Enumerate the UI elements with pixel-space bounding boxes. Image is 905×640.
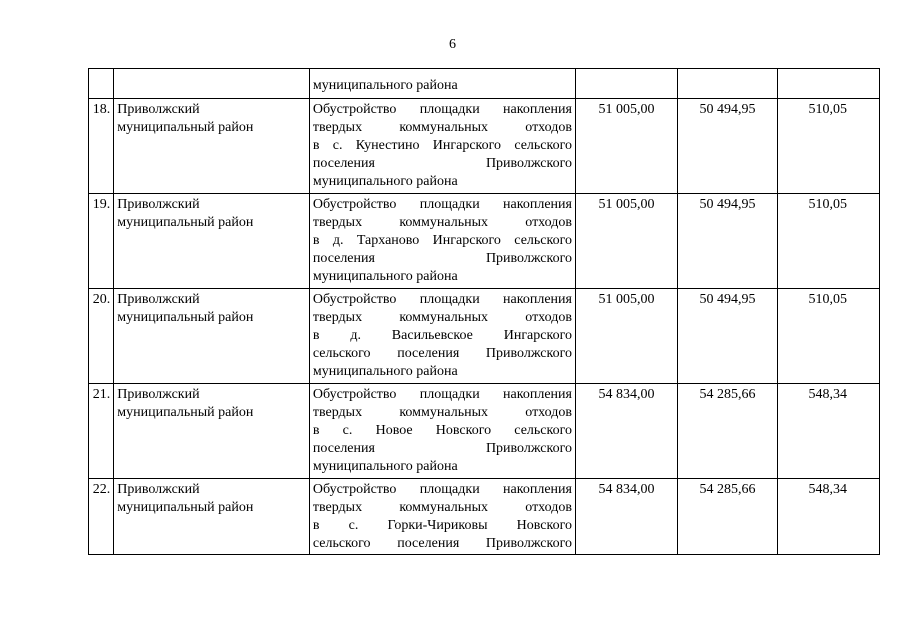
local-amount: 510,05	[777, 99, 879, 194]
local-amount: 548,34	[777, 384, 879, 479]
local-amount: 510,05	[777, 194, 879, 289]
description	[309, 384, 575, 479]
local-amount: 548,34	[777, 479, 879, 555]
description-line: муниципального района	[312, 269, 458, 284]
district-name	[114, 194, 310, 289]
table-row	[89, 99, 880, 194]
row-number: 22.	[89, 479, 114, 555]
description-line: в с. Горки-Чириковы Новского	[312, 518, 572, 533]
regional-amount: 50 494,95	[678, 99, 778, 194]
cell-total	[575, 69, 677, 99]
table-row	[89, 289, 880, 384]
description-line: Обустройство площадки накопления	[312, 482, 572, 497]
district-line: муниципальный район	[117, 405, 254, 420]
district-name	[114, 479, 310, 555]
cell-num	[89, 69, 114, 99]
description-line: Обустройство площадки накопления	[312, 387, 572, 402]
page-number: 6	[449, 37, 456, 52]
total-amount: 51 005,00	[575, 194, 677, 289]
district-name	[114, 99, 310, 194]
description-line: Обустройство площадки накопления	[312, 102, 572, 117]
district-name	[114, 384, 310, 479]
funding-table-body	[89, 69, 880, 555]
regional-amount: 54 285,66	[678, 479, 778, 555]
district-line: муниципальный район	[117, 500, 254, 515]
district-line: Приволжский	[117, 482, 200, 497]
row-number: 21.	[89, 384, 114, 479]
cell-local	[777, 69, 879, 99]
description-line: твердых коммунальных отходов	[312, 310, 572, 325]
description-line: в с. Новое Новского сельского	[312, 423, 572, 438]
total-amount: 54 834,00	[575, 479, 677, 555]
table-row	[89, 384, 880, 479]
regional-amount: 50 494,95	[678, 194, 778, 289]
description-line: Обустройство площадки накопления	[312, 197, 572, 212]
description-line: твердых коммунальных отходов	[312, 215, 572, 230]
description-line: поселения Приволжского	[312, 441, 572, 456]
row-number: 18.	[89, 99, 114, 194]
description-line: муниципального района	[312, 174, 458, 189]
row-number: 20.	[89, 289, 114, 384]
table-row-continuation	[89, 69, 880, 99]
district-line: Приволжский	[117, 102, 200, 117]
description	[309, 99, 575, 194]
description-line: муниципального района	[312, 364, 458, 379]
row-number: 19.	[89, 194, 114, 289]
description-line: в д. Тарханово Ингарского сельского	[312, 233, 572, 248]
description	[309, 289, 575, 384]
district-line: муниципальный район	[117, 310, 254, 325]
description-line: поселения Приволжского	[312, 251, 572, 266]
description	[309, 479, 575, 555]
description-line: муниципального района	[312, 459, 458, 474]
description	[309, 194, 575, 289]
description-line: твердых коммунальных отходов	[312, 500, 572, 515]
district-name	[114, 289, 310, 384]
table-row	[89, 479, 880, 555]
district-line: Приволжский	[117, 197, 200, 212]
table-row	[89, 194, 880, 289]
description-line: твердых коммунальных отходов	[312, 120, 572, 135]
cell-description	[309, 69, 575, 99]
description-line: сельского поселения Приволжского	[312, 346, 572, 361]
district-line: Приволжский	[117, 292, 200, 307]
description-line: в д. Васильевское Ингарского	[312, 328, 572, 343]
description-line: сельского поселения Приволжского	[312, 536, 572, 551]
total-amount: 51 005,00	[575, 99, 677, 194]
district-line: муниципальный район	[117, 215, 254, 230]
description-line: Обустройство площадки накопления	[312, 292, 572, 307]
total-amount: 54 834,00	[575, 384, 677, 479]
description-line: в с. Кунестино Ингарского сельского	[312, 138, 572, 153]
funding-table	[88, 68, 880, 555]
description-text: муниципального района	[312, 78, 458, 93]
local-amount: 510,05	[777, 289, 879, 384]
cell-regional	[678, 69, 778, 99]
regional-amount: 50 494,95	[678, 289, 778, 384]
description-line: твердых коммунальных отходов	[312, 405, 572, 420]
description-line: поселения Приволжского	[312, 156, 572, 171]
total-amount: 51 005,00	[575, 289, 677, 384]
cell-district	[114, 69, 310, 99]
regional-amount: 54 285,66	[678, 384, 778, 479]
district-line: Приволжский	[117, 387, 200, 402]
district-line: муниципальный район	[117, 120, 254, 135]
